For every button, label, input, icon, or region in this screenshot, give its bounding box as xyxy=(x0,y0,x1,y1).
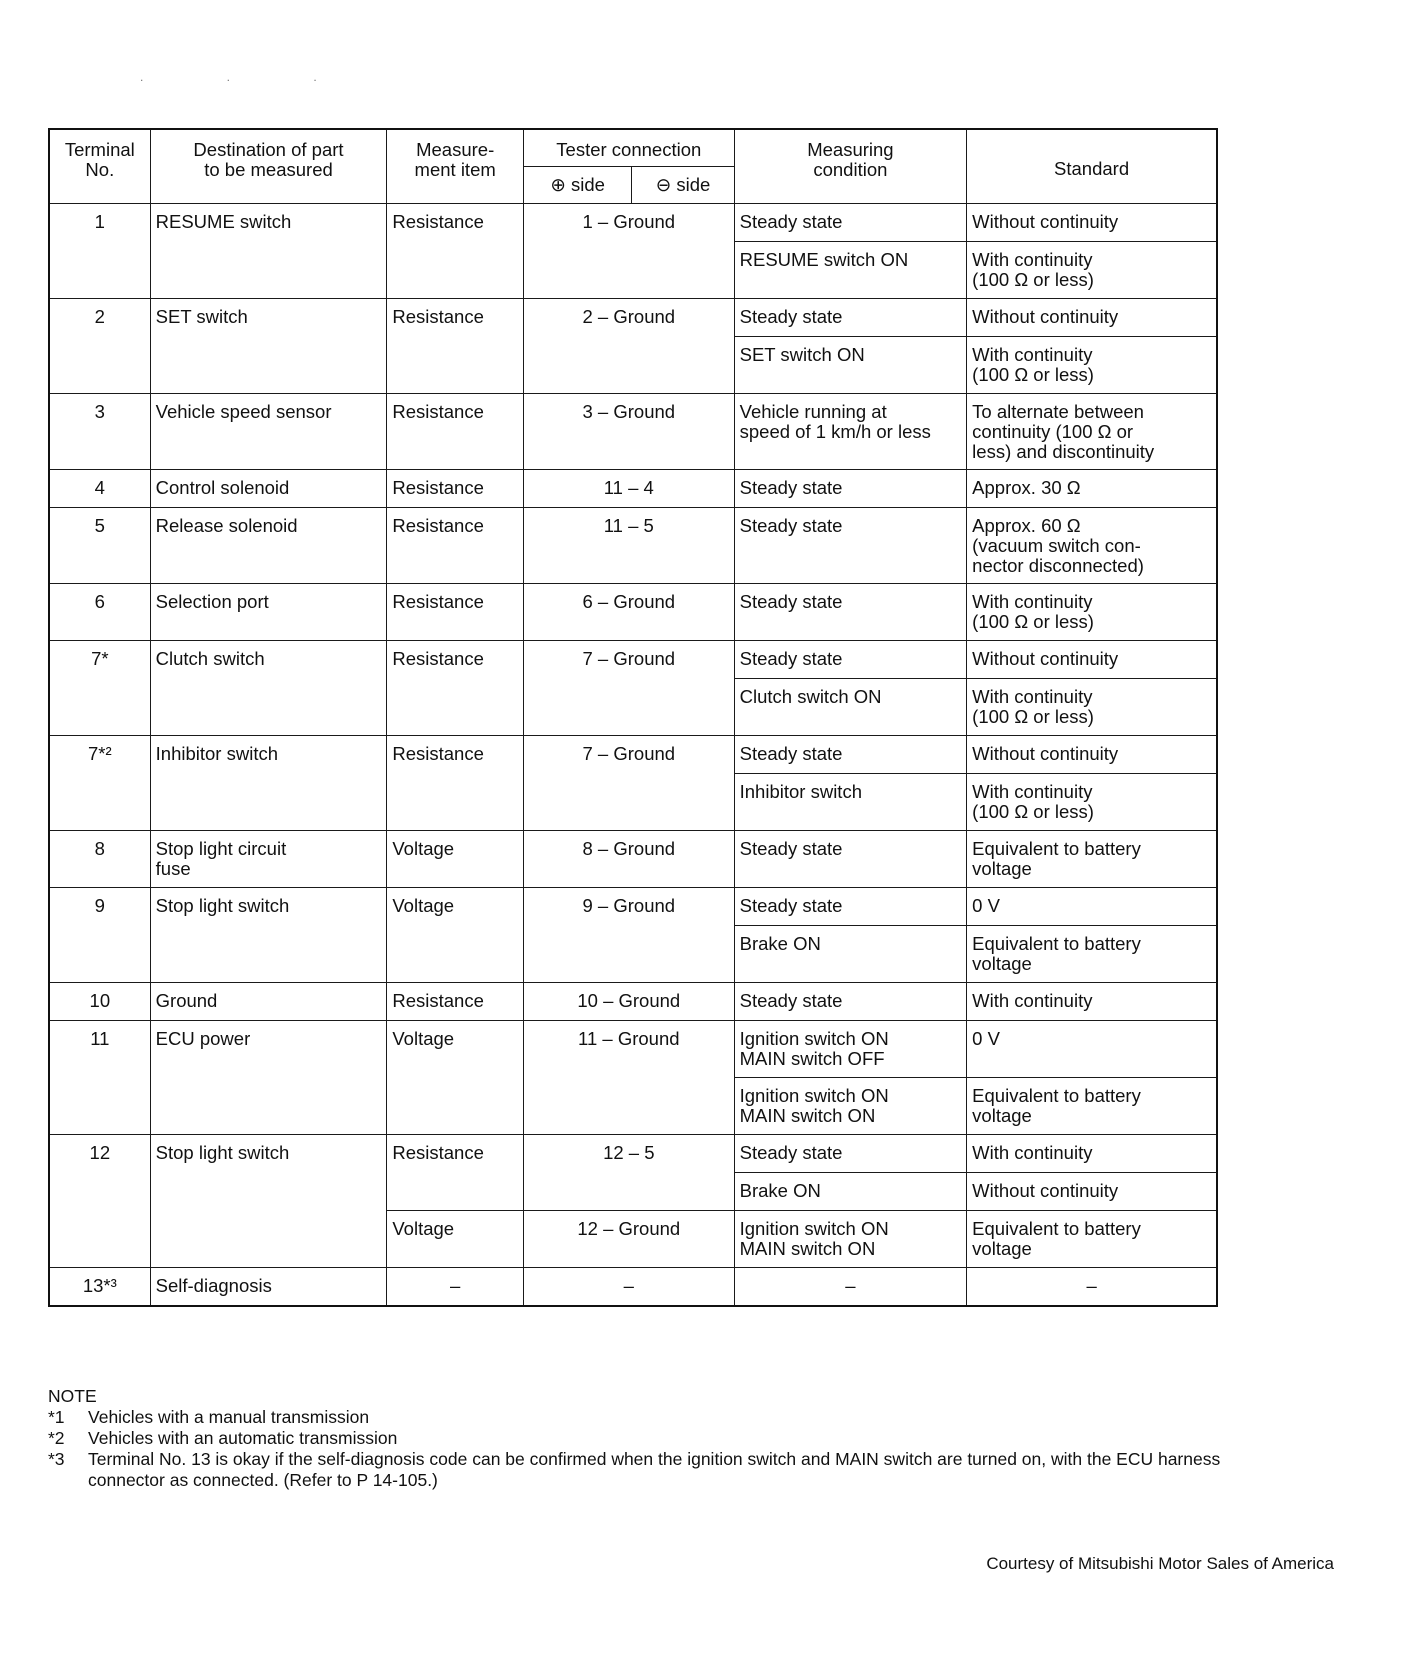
standard-cell: Equivalent to battery voltage xyxy=(967,1078,1217,1135)
item-cell: – xyxy=(387,1268,524,1306)
table-row xyxy=(49,831,1217,888)
standard-cell: Without continuity xyxy=(967,641,1217,679)
condition-cell: Steady state xyxy=(734,1135,967,1173)
terminal-cell: 4 xyxy=(49,470,150,508)
terminal-cell: 1 xyxy=(49,204,150,299)
table-row xyxy=(49,641,1217,679)
condition-cell: Steady state xyxy=(734,584,967,641)
condition-cell: Ignition switch ON MAIN switch OFF xyxy=(734,1021,967,1078)
standard-cell: With continuity xyxy=(967,983,1217,1021)
item-cell: Voltage xyxy=(387,1021,524,1135)
footnote-mark: *3 xyxy=(48,1449,65,1469)
standard-cell: To alternate between continuity (100 Ω or less) and discontinuity xyxy=(967,394,1217,470)
table-row xyxy=(49,888,1217,926)
connection-cell: 6 – Ground xyxy=(523,584,734,641)
condition-cell: Steady state xyxy=(734,508,967,584)
terminal-cell: 5 xyxy=(49,508,150,584)
destination-cell: Release solenoid xyxy=(150,508,387,584)
condition-cell: Steady state xyxy=(734,831,967,888)
destination-cell: ECU power xyxy=(150,1021,387,1135)
standard-cell: With continuity (100 Ω or less) xyxy=(967,679,1217,736)
scan-specks: . . . xyxy=(140,70,357,84)
table-header-row xyxy=(49,129,1217,167)
connection-cell: 10 – Ground xyxy=(523,983,734,1021)
header-plus-side: ⊕ side xyxy=(523,167,631,204)
standard-cell: – xyxy=(967,1268,1217,1306)
item-cell: Resistance xyxy=(387,641,524,736)
header-minus-side: ⊖ side xyxy=(632,167,734,204)
item-cell: Resistance xyxy=(387,299,524,394)
standard-cell: Without continuity xyxy=(967,1173,1217,1211)
condition-cell: Steady state xyxy=(734,736,967,774)
standard-cell: With continuity (100 Ω or less) xyxy=(967,584,1217,641)
connection-cell: 2 – Ground xyxy=(523,299,734,394)
destination-cell: Stop light switch xyxy=(150,1135,387,1268)
item-cell: Resistance xyxy=(387,736,524,831)
header-measurement-item: Measure- ment item xyxy=(387,129,524,204)
connection-cell: 7 – Ground xyxy=(523,641,734,736)
condition-cell: Steady state xyxy=(734,299,967,337)
standard-cell: Without continuity xyxy=(967,204,1217,242)
destination-cell: Ground xyxy=(150,983,387,1021)
condition-cell: SET switch ON xyxy=(734,337,967,394)
standard-cell: Equivalent to battery voltage xyxy=(967,1211,1217,1268)
header-tester-connection: Tester connection xyxy=(523,129,734,167)
table-row xyxy=(49,736,1217,774)
item-cell: Resistance xyxy=(387,470,524,508)
standard-cell: With continuity (100 Ω or less) xyxy=(967,337,1217,394)
destination-cell: Control solenoid xyxy=(150,470,387,508)
item-cell: Resistance xyxy=(387,1135,524,1211)
item-cell: Resistance xyxy=(387,394,524,470)
table-row xyxy=(49,983,1217,1021)
header-destination: Destination of part to be measured xyxy=(150,129,387,204)
terminal-cell: 11 xyxy=(49,1021,150,1135)
connection-cell: 11 – Ground xyxy=(523,1021,734,1135)
item-cell: Resistance xyxy=(387,204,524,299)
condition-cell: Brake ON xyxy=(734,1173,967,1211)
connection-cell: – xyxy=(523,1268,734,1306)
destination-cell: Self-diagnosis xyxy=(150,1268,387,1306)
terminal-cell: 8 xyxy=(49,831,150,888)
terminal-cell: 13*³ xyxy=(49,1268,150,1306)
table-row xyxy=(49,508,1217,584)
standard-cell: With continuity (100 Ω or less) xyxy=(967,774,1217,831)
destination-cell: Stop light switch xyxy=(150,888,387,983)
footnote-item xyxy=(48,1428,1248,1449)
connection-cell: 1 – Ground xyxy=(523,204,734,299)
footnote-mark: *2 xyxy=(48,1428,65,1448)
terminal-cell: 10 xyxy=(49,983,150,1021)
condition-cell: Steady state xyxy=(734,888,967,926)
condition-cell: Vehicle running at speed of 1 km/h or less xyxy=(734,394,967,470)
standard-cell: 0 V xyxy=(967,888,1217,926)
footnotes xyxy=(48,1386,1248,1491)
terminal-cell: 2 xyxy=(49,299,150,394)
condition-cell: – xyxy=(734,1268,967,1306)
standard-cell: With continuity (100 Ω or less) xyxy=(967,242,1217,299)
connection-cell: 12 – 5 xyxy=(523,1135,734,1211)
table-row xyxy=(49,204,1217,242)
destination-cell: Stop light circuit fuse xyxy=(150,831,387,888)
destination-cell: Vehicle speed sensor xyxy=(150,394,387,470)
table-row xyxy=(49,299,1217,337)
condition-cell: Ignition switch ON MAIN switch ON xyxy=(734,1211,967,1268)
destination-cell: Selection port xyxy=(150,584,387,641)
destination-cell: Clutch switch xyxy=(150,641,387,736)
table-row xyxy=(49,470,1217,508)
condition-cell: Brake ON xyxy=(734,926,967,983)
condition-cell: Steady state xyxy=(734,983,967,1021)
destination-cell: SET switch xyxy=(150,299,387,394)
condition-cell: Ignition switch ON MAIN switch ON xyxy=(734,1078,967,1135)
item-cell: Voltage xyxy=(387,1211,524,1268)
connection-cell: 8 – Ground xyxy=(523,831,734,888)
footnote-item xyxy=(48,1449,1248,1491)
table-row xyxy=(49,394,1217,470)
item-cell: Voltage xyxy=(387,831,524,888)
condition-cell: Steady state xyxy=(734,641,967,679)
inspection-table xyxy=(48,128,1218,1307)
footnote-text: Terminal No. 13 is okay if the self-diagnosis code can be confirmed when the ignition switch and MAIN switch are turned on, with the ECU harness connector as connected. (Refer to P 14-105.) xyxy=(88,1449,1221,1490)
destination-cell: RESUME switch xyxy=(150,204,387,299)
footnote-mark: *1 xyxy=(48,1407,65,1427)
standard-cell: Equivalent to battery voltage xyxy=(967,831,1217,888)
connection-cell: 12 – Ground xyxy=(523,1211,734,1268)
table-row xyxy=(49,1268,1217,1306)
terminal-cell: 7*² xyxy=(49,736,150,831)
item-cell: Voltage xyxy=(387,888,524,983)
footnote-text: Vehicles with a manual transmission xyxy=(88,1407,370,1427)
destination-cell: Inhibitor switch xyxy=(150,736,387,831)
terminal-cell: 9 xyxy=(49,888,150,983)
item-cell: Resistance xyxy=(387,584,524,641)
condition-cell: Clutch switch ON xyxy=(734,679,967,736)
header-standard: Standard xyxy=(967,129,1217,204)
condition-cell: Inhibitor switch xyxy=(734,774,967,831)
connection-cell: 11 – 5 xyxy=(523,508,734,584)
connection-cell: 9 – Ground xyxy=(523,888,734,983)
table-row xyxy=(49,1135,1217,1173)
header-measuring-condition: Measuring condition xyxy=(734,129,967,204)
credit-line: Courtesy of Mitsubishi Motor Sales of America xyxy=(986,1554,1334,1573)
table-row xyxy=(49,1021,1217,1078)
terminal-cell: 7* xyxy=(49,641,150,736)
standard-cell: 0 V xyxy=(967,1021,1217,1078)
header-terminal: Terminal No. xyxy=(49,129,150,204)
standard-cell: With continuity xyxy=(967,1135,1217,1173)
terminal-cell: 12 xyxy=(49,1135,150,1268)
standard-cell: Equivalent to battery voltage xyxy=(967,926,1217,983)
connection-cell: 3 – Ground xyxy=(523,394,734,470)
standard-cell: Without continuity xyxy=(967,736,1217,774)
item-cell: Resistance xyxy=(387,983,524,1021)
condition-cell: Steady state xyxy=(734,204,967,242)
connection-cell: 11 – 4 xyxy=(523,470,734,508)
note-title: NOTE xyxy=(48,1386,97,1406)
terminal-cell: 6 xyxy=(49,584,150,641)
standard-cell: Approx. 60 Ω (vacuum switch con- nector disconnected) xyxy=(967,508,1217,584)
condition-cell: Steady state xyxy=(734,470,967,508)
footnote-item xyxy=(48,1407,1248,1428)
footnote-text: Vehicles with an automatic transmission xyxy=(88,1428,398,1448)
standard-cell: Approx. 30 Ω xyxy=(967,470,1217,508)
item-cell: Resistance xyxy=(387,508,524,584)
condition-cell: RESUME switch ON xyxy=(734,242,967,299)
connection-cell: 7 – Ground xyxy=(523,736,734,831)
standard-cell: Without continuity xyxy=(967,299,1217,337)
terminal-cell: 3 xyxy=(49,394,150,470)
table-row xyxy=(49,584,1217,641)
